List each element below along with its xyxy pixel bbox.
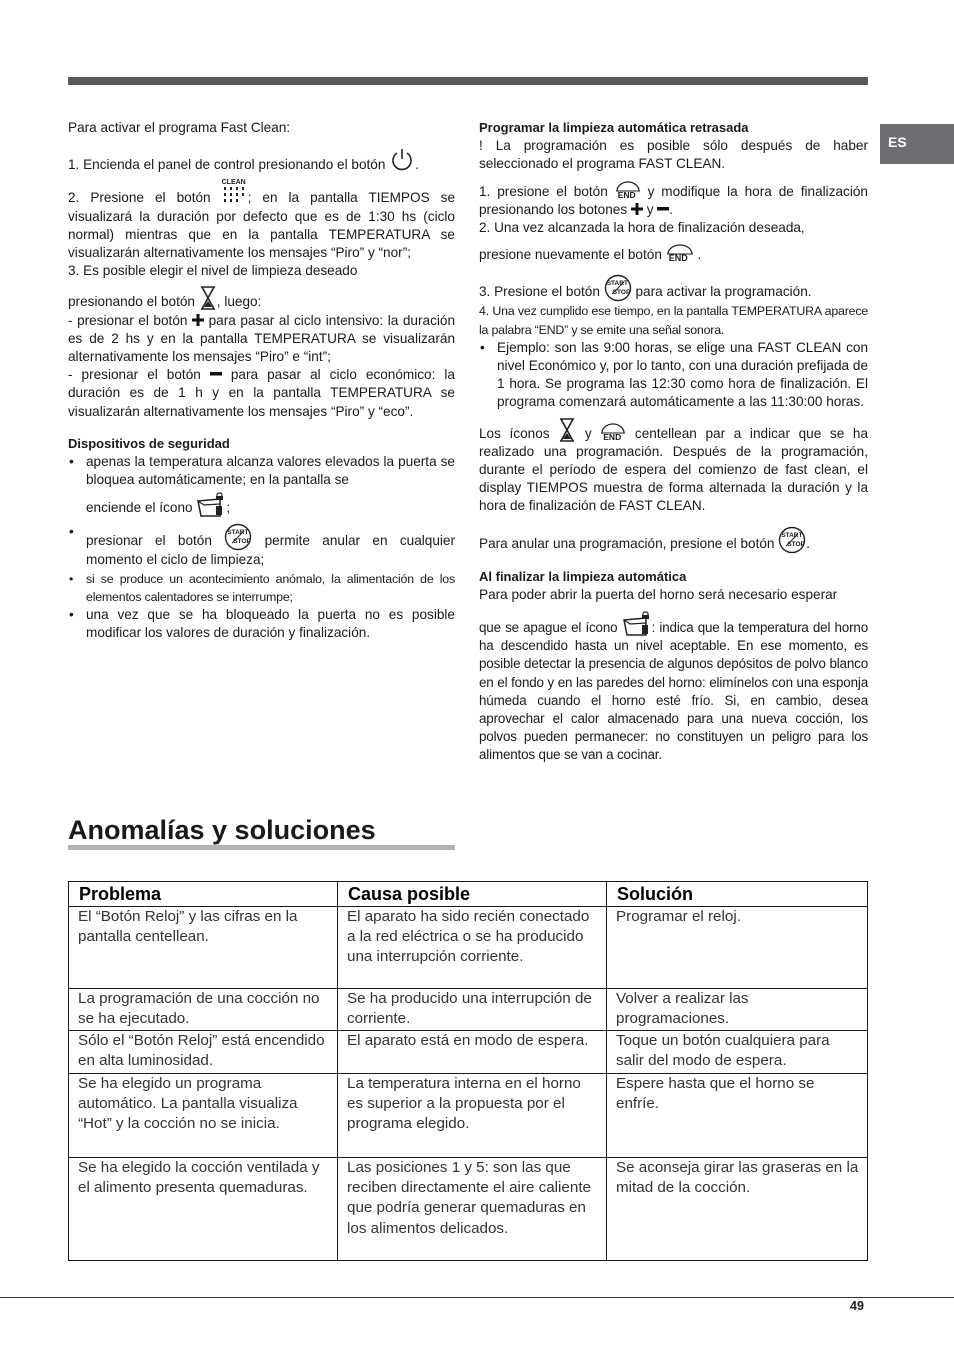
section-title: Anomalías y soluciones	[68, 815, 376, 845]
table-header-row	[69, 882, 868, 907]
minus-icon	[657, 203, 669, 215]
cause-cell: El aparato está en modo de espera.	[338, 1031, 607, 1074]
clean-icon	[222, 180, 248, 204]
safety-item-3: • si se produce un acontecimiento anómalo, la alimentación de los elementos calentadores se interrumpe;	[68, 570, 455, 606]
header-solution: Solución	[607, 882, 868, 907]
table-row	[69, 1074, 868, 1158]
clean-label: CLEAN	[221, 179, 246, 187]
end-icon: END	[600, 422, 626, 442]
cause-cell: Se ha producido una interrupción de corriente.	[338, 989, 607, 1031]
delayed-step-2b: presione nuevamente el botón END .	[479, 243, 868, 264]
door-lock-icon	[622, 610, 652, 636]
table-row	[69, 989, 868, 1031]
minus-icon	[210, 368, 222, 380]
door-lock-icon	[196, 491, 226, 517]
end-icon: END	[666, 243, 694, 263]
problem-cell: El “Botón Reloj” y las cifras en la pantalla centellean.	[69, 907, 338, 989]
delayed-step-2a: 2. Una vez alcanzada la hora de finalización deseada,	[479, 220, 805, 236]
solution-cell: Toque un botón cualquiera para salir del modo de espera.	[607, 1031, 868, 1074]
cause-cell: El aparato ha sido recién conectado a la red eléctrica o se ha producido una interrupción corriente.	[338, 907, 607, 989]
start-stop-icon: START STOP	[778, 526, 806, 554]
problem-cell: Sólo el “Botón Reloj” está encendido en alta luminosidad.	[69, 1031, 338, 1074]
safety-item-2: • presionar el botón START STOP permite anular en cualquier momento el ciclo de limpieza;	[68, 523, 455, 569]
safety-item-1: • apenas la temperatura alcanza valores elevados la puerta se bloquea automáticamente; en la pantalla se enciende el ícono ;	[68, 453, 455, 517]
delayed-heading: Programar la limpieza automática retrasada	[479, 120, 749, 135]
delayed-step-3: 3. Presione el botón START STOP para activar la programación.	[479, 274, 868, 302]
step-3-line2: presionando el botón , luego:	[68, 286, 455, 311]
problem-cell: Se ha elegido un programa automático. La pantalla visualiza “Hot” y la cocción no se inicia.	[69, 1074, 338, 1158]
end-icon: END	[615, 180, 641, 200]
table-row	[69, 1031, 868, 1074]
solution-cell: Espere hasta que el horno se enfríe.	[607, 1074, 868, 1158]
header-cause: Causa posible	[338, 882, 607, 907]
power-icon	[389, 147, 415, 173]
footer-rule	[0, 1297, 954, 1298]
delayed-note: ! La programación es posible sólo después de haber seleccionado el programa FAST CLEAN.	[479, 138, 868, 172]
step-2: 2. Presione el botón CLEAN ; en la pantalla TIEMPOS se visualizará la duración por defecto que es de 1:30 hs (ciclo normal) mientras que en la pantalla TEMPERATURA se visualizarán alternativamente los mensajes “Piro” y “nor”;	[68, 180, 455, 262]
safety-item-4: • una vez que se ha bloqueado la puerta no es posible modificar los valores de duración y finalización.	[68, 606, 455, 642]
plus-icon	[192, 314, 204, 326]
hourglass-icon	[558, 418, 576, 442]
solution-cell: Volver a realizar las programaciones.	[607, 989, 868, 1031]
cancel-programming-text: Para anular una programación, presione el botón START STOP .	[479, 526, 868, 554]
delayed-step-4: 4. Una vez cumplido ese tiempo, en la pantalla TEMPERATURA aparece la palabra “END” y se emite una señal sonora.	[479, 304, 868, 337]
cause-cell: La temperatura interna en el horno es superior a la propuesta por el programa elegido.	[338, 1074, 607, 1158]
example-item: • Ejemplo: son las 9:00 horas, se elige una FAST CLEAN con nivel Económico y, por lo tanto, con una duración prefijada de 1 hora. Se programa las 12:30 como hora de finalización. El programa comenzará automáticamente a las 11:30:00 horas.	[479, 339, 868, 412]
end-cleaning-line1: Para poder abrir la puerta del horno será necesario esperar	[479, 586, 838, 602]
solution-cell: Programar el reloj.	[607, 907, 868, 989]
top-header-bar	[68, 77, 868, 85]
header-problem: Problema	[69, 882, 338, 907]
page-number: 49	[850, 1299, 864, 1313]
table-row	[69, 907, 868, 989]
safety-heading: Dispositivos de seguridad	[68, 435, 230, 451]
minus-option: - presionar el botón para pasar al ciclo económico: la duración es de 1 h y en la pantalla TEMPERATURA se visualizarán alternativamente los mensajes “Piro” y “eco”.	[68, 367, 455, 419]
problem-cell: Se ha elegido la cocción ventilada y el alimento presenta quemaduras.	[69, 1158, 338, 1261]
step-3-line1: 3. Es posible elegir el nivel de limpieza deseado	[68, 263, 358, 279]
start-stop-icon: START STOP	[604, 274, 632, 302]
delayed-step-1: 1. presione el botón END y modifique la hora de finalización presionando los botones y .	[479, 180, 868, 219]
cause-cell: Las posiciones 1 y 5: son las que reciben directamente el aire caliente que podría generar quemaduras en los alimentos delicados.	[338, 1158, 607, 1261]
intro-text: Para activar el programa Fast Clean:	[68, 120, 291, 135]
end-cleaning-body: que se apague el ícono : indica que la temperatura del horno ha descendido hasta un nivel aceptable. En ese momento, es posible detectar la presencia de algunos depósitos de polvo blanco en el fondo y en las paredes del horno: elimínelos con una esponja húmeda cuando el horno esté frío. Si, en cambio, desea aprovechar el calor almacenado para una nueva cocción, los polvos pueden permanecer: no constituyen un peligro para los alimentos que se van a cocinar.	[479, 610, 868, 765]
start-stop-icon: START STOP	[224, 523, 252, 551]
end-cleaning-heading: Al finalizar la limpieza automática	[479, 568, 687, 584]
hourglass-icon	[199, 286, 217, 310]
solution-cell: Se aconseja girar las graseras en la mitad de la cocción.	[607, 1158, 868, 1261]
plus-icon	[631, 203, 643, 215]
left-column	[68, 119, 455, 642]
right-column	[479, 119, 868, 765]
step-1: 1. Encienda el panel de control presionando el botón .	[68, 147, 455, 174]
plus-option: - presionar el botón para pasar al ciclo intensivo: la duración es de 2 hs y en la pantalla TEMPERATURA se visualizarán alternativamente los mensajes “Piro” e “int”;	[68, 312, 456, 365]
problem-cell: La programación de una cocción no se ha ejecutado.	[69, 989, 338, 1031]
troubleshooting-table	[68, 881, 868, 1261]
language-tab: ES	[880, 124, 954, 164]
title-underline	[68, 845, 455, 850]
icons-flash-text: Los íconos y END centellean par a indicar que se ha realizado una programación. Después de la programación, durante el período de espera del comienzo de fast clean, el display TIEMPOS muestra de forma alternada la duración y la hora de finalización de FAST CLEAN.	[479, 418, 868, 516]
table-row	[69, 1158, 868, 1261]
